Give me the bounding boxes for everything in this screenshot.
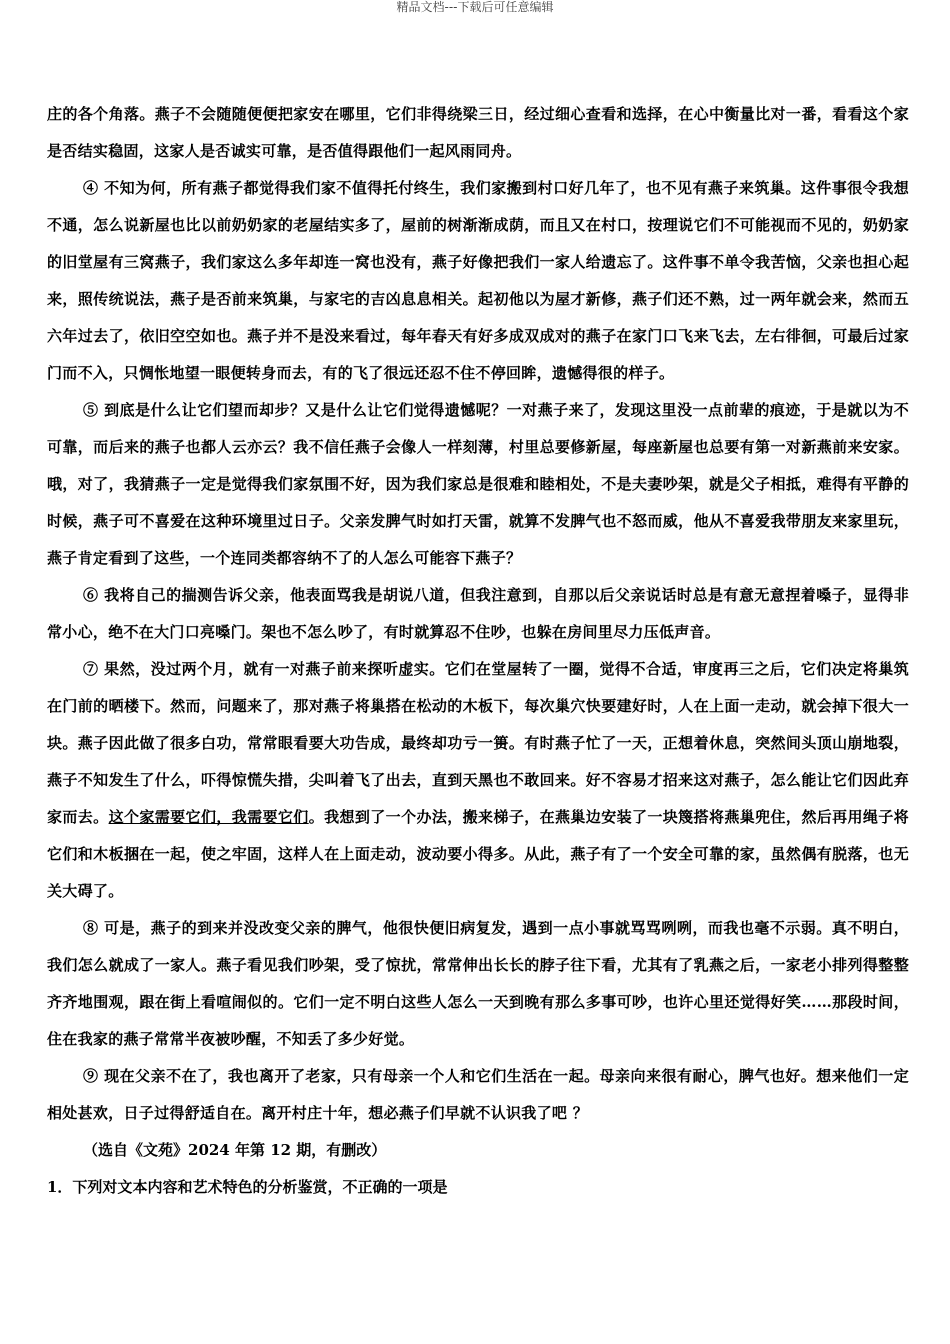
paragraph-text: ④ 不知为何，所有燕子都觉得我们家不值得托付终生，我们家搬到村口好几年了，也不见有燕子来筑巢。这件事很令我想不通，怎么说新屋也比以前奶奶家的老屋结实多了，屋前的树渐渐成荫，而且又在村口，按理说它们不可能视而不见的，奶奶家的旧堂屋有三窝燕子，我们家这么多年却连一窝也没有，燕子好像把我们一家人给遗忘了。这件事不单令我苦恼，父亲也担心起来，照传统说法，燕子是否前来筑巢，与家宅的吉凶息息相关。起初他以为屋才新修，燕子们还不熟，过一两年就会来，然而五六年过去了，依旧空空如也。燕子并不是没来看过，每年春天有好多成双成对的燕子在家门口飞来飞去，左右徘徊，可最后过家门而不入，只惆怅地望一眼便转身而去，有的飞了很远还忍不住不停回眸，遗憾得很的样子。 — [47, 179, 909, 382]
paragraph-text: ⑤ 到底是什么让它们望而却步？又是什么让它们觉得遗憾呢？一对燕子来了，发现这里没一点前辈的痕迹，于是就以为不可靠，而后来的燕子也都人云亦云？我不信任燕子会像人一样刻薄，村里总要修新屋，每座新屋也总要有第一对新燕前来安家。哦，对了，我猜燕子一定是觉得我们家氛围不好，因为我们家总是很难和睦相处，不是夫妻吵架，就是父子相抵，难得有平静的时候，燕子可不喜爱在这种环境里过日子。父亲发脾气时如打天雷，就算不发脾气也不怒而威，他从不喜爱我带朋友来家里玩，燕子肯定看到了这些，一个连同类都容纳不了的人怎么可能容下燕子？ — [47, 401, 909, 567]
paragraph-6 — [47, 577, 909, 651]
paragraph-text: ⑥ 我将自己的揣测告诉父亲，他表面骂我是胡说八道，但我注意到，自那以后父亲说话时总是有意无意捏着嗓子，显得非常小心，绝不在大门口亮嗓门。架也不怎么吵了，有时就算忍不住吵，也躲在房间里尽力压低声音。 — [47, 586, 909, 641]
paragraph-text: ⑧ 可是，燕子的到来并没改变父亲的脾气，他很快便旧病复发，遇到一点小事就骂骂咧咧，而我也毫不示弱。真不明白，我们怎么就成了一家人。燕子看见我们吵架，受了惊扰，常常伸出长长的脖子往下看，尤其有了乳燕之后，一家老小排列得整整齐齐地围观，跟在街上看喧闹似的。它们一定不明白这些人怎么一天到晚有那么多事可吵，也许心里还觉得好笑……那段时间，住在我家的燕子常常半夜被吵醒，不知丢了多少好觉。 — [47, 919, 909, 1048]
question-1: 1．下列对文本内容和艺术特色的分析鉴赏，不正确的一项是 — [47, 1178, 448, 1196]
paragraph-8 — [47, 910, 909, 1058]
paragraph-text: 。我想到了一个办法，搬来梯子，在燕巢边安装了一块篾搭将燕巢兜住，然后再用绳子将它们和木板捆在一起，使之牢固，这样人在上面走动，波动要小得多。从此，燕子有了一个安全可靠的家，虽然偶有脱落，也无关大碍了。 — [47, 808, 909, 900]
paragraph-9 — [47, 1058, 909, 1132]
paragraph-4 — [47, 170, 909, 392]
page-header: 精品文档---下载后可任意编辑 — [396, 0, 554, 14]
paragraph-7 — [47, 651, 909, 910]
underlined-sentence: 这个家需要它们，我需要它们 — [108, 808, 309, 826]
source-citation: （选自《文苑》2024 年第 12 期，有删改） — [83, 1141, 387, 1159]
paragraph-text: ⑨ 现在父亲不在了，我也离开了老家，只有母亲一个人和它们生活在一起。母亲向来很有耐心，脾气也好。想来他们一定相处甚欢，日子过得舒适自在。离开村庄十年，想必燕子们早就不认识我了吧 ？ — [47, 1067, 909, 1122]
paragraph-continuation — [47, 96, 909, 170]
paragraph-text: ⑦ 果然，没过两个月，就有一对燕子前来探听虚实。它们在堂屋转了一圈，觉得不合适，审度再三之后，它们决定将巢筑在门前的晒楼下。然而，问题来了，那对燕子将巢搭在松动的木板下，每次巢穴快要建好时，人在上面一走动，就会掉下很大一块。燕子因此做了很多白功，常常眼看要大功告成，最终却功亏一篑。有时燕子忙了一天，正想着休息，突然间头顶山崩地裂，燕子不知发生了什么，吓得惊慌失措，尖叫着飞了出去，直到天黑也不敢回来。好不容易才招来这对燕子，怎么能让它们因此弃家而去。 — [47, 660, 909, 826]
paragraph-5 — [47, 392, 909, 577]
paragraph-text: 庄的各个角落。燕子不会随随便便把家安在哪里，它们非得绕梁三日，经过细心查看和选择，在心中衡量比对一番，看看这个家是否结实稳固，这家人是否诚实可靠，是否值得跟他们一起风雨同舟。 — [47, 105, 909, 160]
document-body — [47, 96, 909, 1206]
